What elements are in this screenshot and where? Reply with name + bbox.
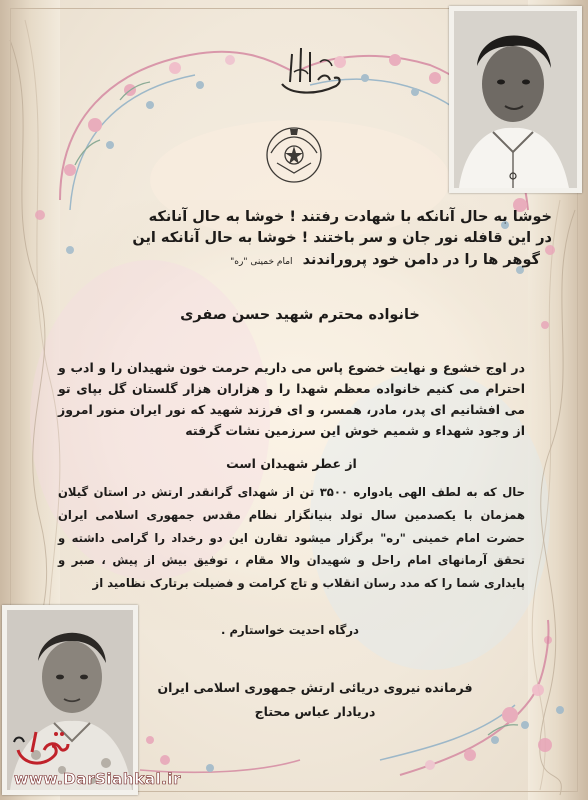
watermark-url: www.DarSiahkal.ir bbox=[14, 770, 181, 788]
paragraph-1-end: از عطر شهیدان است bbox=[226, 456, 357, 471]
addressee: خانواده محترم شهید حسن صفری bbox=[180, 307, 420, 323]
paragraph-2-end: درگاه احدیت خواستارم . bbox=[221, 623, 359, 637]
signature-name: دریادار عباس محتاج bbox=[254, 704, 376, 719]
army-emblem-icon bbox=[263, 123, 325, 185]
tughra-calligraphy-icon bbox=[270, 42, 350, 102]
martyr-portrait-top bbox=[449, 6, 582, 193]
quote-attribution: امام خمینی "ره" bbox=[230, 257, 293, 267]
quote-line-1: خوشا به حال آنانکه با شهادت رفتند ! خوشا به حال آنانکه bbox=[148, 209, 552, 225]
quote-line-2: در این قافله نور جان و سر باختند ! خوشا به حال آنانکه این bbox=[132, 230, 552, 246]
paragraph-2: حال که به لطف الهی یادواره ۳۵۰۰ تن از شهدای گرانقدر ارتش در استان گیلان همزمان با یکصدمین سال تولد بنیانگزار نظام مقدس جمهوری اسلامی ایران حضرت امام خمینی "ره" برگزار میشود تقارن این دو رخداد را گرامی داشته و تحقق آرمانهای امام راحل و شهیدان والا مقام ، توفیق بیش از پیش ، صبر و پایداری شما را که مدد رسان انقلاب و تاج کرامت و فضیلت برتارک نظامید از bbox=[58, 485, 525, 591]
quote-line-3-text: گوهر ها را در دامن خود پروراندند bbox=[302, 252, 540, 268]
siahkal-logo-icon bbox=[12, 722, 72, 772]
signature-title: فرمانده نیروی دریائی ارتش جمهوری اسلامی ایران bbox=[157, 680, 473, 695]
quote-line-3 bbox=[82, 250, 540, 273]
paragraph-1: در اوج خشوع و نهایت خضوع پاس می داریم حرمت خون شهیدان را و ادب و احترام می کنیم خانواده معظم شهدا را و هزاران هزار گلستان گل بپای تو می افشانیم ای پدر، مادر، همسر، و ای فرزند شهید که نور ایران منور امروز از وجود شهداء و شمیم خوش این سرزمین نشات گرفته bbox=[58, 360, 525, 438]
